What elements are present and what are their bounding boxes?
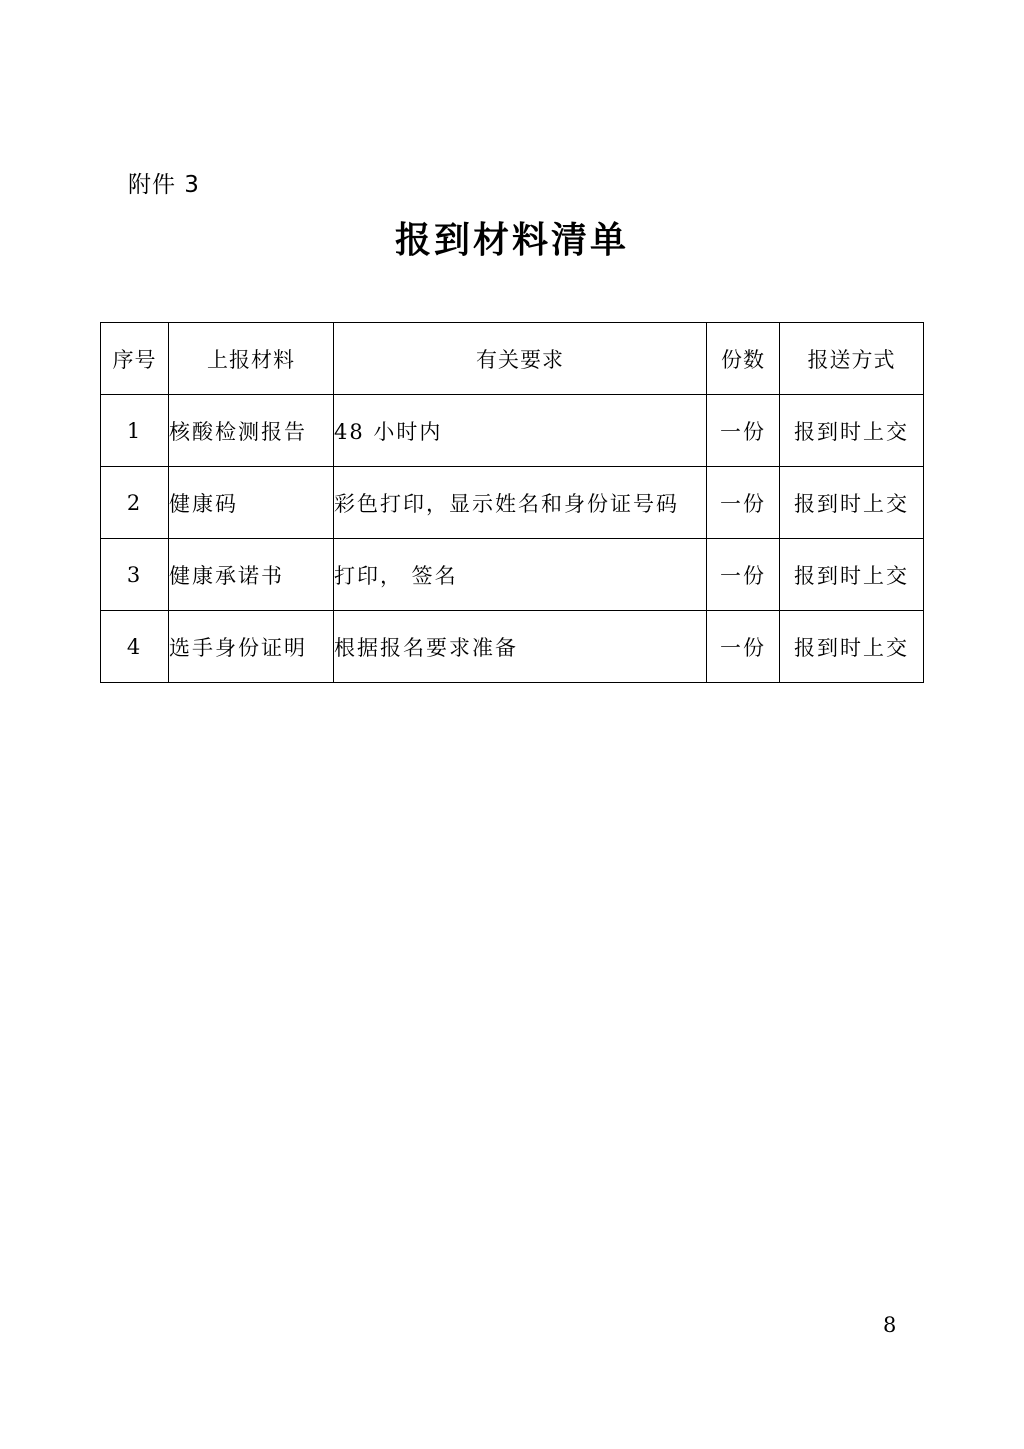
cell-method: 报到时上交: [780, 395, 924, 467]
cell-no: 4: [101, 611, 169, 683]
page-number: 8: [883, 1313, 897, 1337]
cell-copies: 一份: [707, 395, 780, 467]
cell-no: 3: [101, 539, 169, 611]
table-row: [101, 395, 924, 467]
materials-table: [100, 322, 924, 683]
attachment-label: 附件 3: [128, 172, 200, 198]
column-header-copies: 份数: [707, 323, 780, 395]
table-row: [101, 467, 924, 539]
cell-copies: 一份: [707, 611, 780, 683]
column-header-material: 上报材料: [169, 323, 334, 395]
cell-method: 报到时上交: [780, 467, 924, 539]
cell-material: 核酸检测报告: [169, 395, 334, 467]
column-header-no: 序号: [101, 323, 169, 395]
table-row: [101, 539, 924, 611]
cell-copies: 一份: [707, 467, 780, 539]
cell-copies: 一份: [707, 539, 780, 611]
column-header-requirement: 有关要求: [334, 323, 707, 395]
table-row: [101, 611, 924, 683]
document-title: 报到材料清单: [394, 220, 629, 261]
cell-method: 报到时上交: [780, 539, 924, 611]
cell-requirement: 彩色打印，显示姓名和身份证号码: [334, 467, 707, 539]
table-header-row: [101, 323, 924, 395]
cell-requirement: 根据报名要求准备: [334, 611, 707, 683]
cell-material: 选手身份证明: [169, 611, 334, 683]
cell-material: 健康承诺书: [169, 539, 334, 611]
column-header-method: 报送方式: [780, 323, 924, 395]
cell-no: 2: [101, 467, 169, 539]
cell-material: 健康码: [169, 467, 334, 539]
cell-no: 1: [101, 395, 169, 467]
cell-requirement: 48 小时内: [334, 395, 707, 467]
cell-method: 报到时上交: [780, 611, 924, 683]
cell-requirement: 打印， 签名: [334, 539, 707, 611]
